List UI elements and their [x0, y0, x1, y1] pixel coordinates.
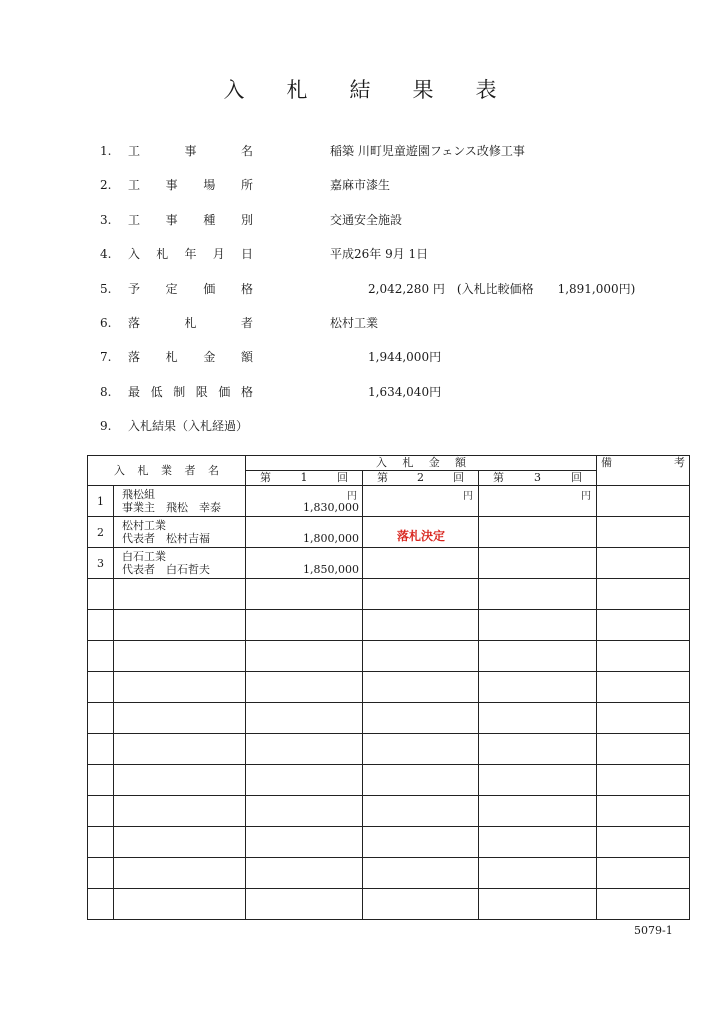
- round-2-cell: [363, 610, 479, 641]
- yen-unit: 円: [347, 491, 357, 502]
- row-number: [88, 765, 114, 796]
- representative: 事業主 飛松 幸泰: [122, 501, 221, 514]
- info-row: [0, 383, 720, 401]
- title-char: 札: [286, 78, 308, 102]
- title-char: 果: [412, 78, 434, 102]
- row-number: 2: [88, 517, 114, 548]
- round-2-cell: [363, 579, 479, 610]
- round-2-cell: [363, 889, 479, 920]
- info-value: 松村工業: [330, 316, 379, 330]
- round-3-cell: [479, 548, 597, 579]
- row-number: [88, 858, 114, 889]
- info-number: 9.: [100, 419, 112, 434]
- bid-results-table: [87, 455, 690, 920]
- row-number: [88, 889, 114, 920]
- page-title: [0, 74, 720, 104]
- info-label-char: 札: [184, 316, 197, 330]
- round-3-cell: [479, 703, 597, 734]
- info-row: [0, 245, 720, 263]
- round-2-cell: [363, 827, 479, 858]
- info-label-char: 最: [128, 384, 141, 399]
- round-2-cell: [363, 517, 479, 548]
- info-value: 1,944,000円: [368, 350, 442, 365]
- info-number: 6.: [100, 316, 112, 330]
- empty-row: [88, 858, 690, 889]
- header-bidder: [88, 456, 246, 486]
- info-label-char: 価: [218, 384, 231, 399]
- info-row: [0, 280, 720, 298]
- info-number: 4.: [100, 247, 112, 262]
- info-label-char: 定: [165, 281, 178, 296]
- info-label-char: 予: [128, 281, 141, 296]
- round-1-cell: [246, 765, 363, 796]
- bidder-cell: [114, 610, 246, 641]
- round-1-cell: [246, 827, 363, 858]
- round-1-cell: [246, 796, 363, 827]
- info-value: 稲築 川町児童遊園フェンス改修工事: [330, 144, 525, 158]
- info-row: [0, 142, 720, 160]
- info-label-char: 入札結果（入札経過）: [128, 419, 249, 434]
- company-name: 飛松組: [122, 488, 155, 501]
- empty-row: [88, 889, 690, 920]
- info-label: [128, 176, 253, 194]
- form-number: 5079-1: [634, 924, 673, 937]
- info-label-char: 入: [128, 247, 141, 262]
- notes-cell: [597, 827, 690, 858]
- header-char: 備: [601, 456, 613, 469]
- info-label-char: 落: [128, 350, 141, 365]
- notes-cell: [597, 796, 690, 827]
- round-1-cell: [246, 641, 363, 672]
- bid-amount-round-1: 1,830,000: [303, 501, 359, 514]
- notes-cell: [597, 672, 690, 703]
- bidder-cell: [114, 765, 246, 796]
- row-number: [88, 610, 114, 641]
- round-2-cell: [363, 548, 479, 579]
- notes-cell: [597, 889, 690, 920]
- info-label-char: 額: [240, 350, 253, 365]
- round-1-cell: [246, 548, 363, 579]
- round-2-cell: [363, 765, 479, 796]
- row-number: [88, 827, 114, 858]
- bidder-row: [88, 548, 690, 579]
- info-label: [128, 383, 253, 401]
- bidder-cell: [114, 579, 246, 610]
- info-row: [0, 348, 720, 366]
- info-label-char: 年: [184, 247, 197, 262]
- info-value: 2,042,280 円 (入札比較価格 1,891,000円): [368, 281, 636, 296]
- round-3-cell: [479, 827, 597, 858]
- notes-cell: [597, 610, 690, 641]
- empty-row: [88, 765, 690, 796]
- round-2-cell: [363, 734, 479, 765]
- header-char: 第: [377, 471, 388, 484]
- round-1-cell: [246, 858, 363, 889]
- bidder-cell: [114, 796, 246, 827]
- round-1-cell: [246, 703, 363, 734]
- info-label-char: 事: [165, 178, 178, 193]
- info-label: [128, 280, 253, 298]
- info-label-char: 事: [165, 212, 178, 227]
- notes-cell: [597, 734, 690, 765]
- title-char: 結: [349, 78, 371, 102]
- company-name: 松村工業: [122, 519, 166, 532]
- notes-cell: [597, 765, 690, 796]
- header-char: 金: [428, 456, 440, 469]
- round-3-cell: [479, 796, 597, 827]
- round-3-cell: [479, 610, 597, 641]
- company-name: 白石工業: [122, 550, 166, 563]
- header-char: 入: [114, 463, 125, 477]
- info-row: [0, 211, 720, 229]
- bidder-cell: [114, 734, 246, 765]
- row-number: [88, 703, 114, 734]
- info-label-char: 限: [195, 384, 208, 399]
- header-char: 第: [493, 471, 504, 484]
- header-char: 札: [402, 456, 414, 469]
- notes-cell: [597, 641, 690, 672]
- row-number: [88, 734, 114, 765]
- header-char: 第: [260, 471, 271, 484]
- info-number: 8.: [100, 384, 112, 399]
- round-2-cell: [363, 796, 479, 827]
- round-2-cell: [363, 641, 479, 672]
- info-label-char: 工: [128, 178, 141, 193]
- info-label-char: 日: [240, 247, 253, 262]
- row-number: 3: [88, 548, 114, 579]
- info-label: [128, 417, 328, 435]
- info-number: 5.: [100, 281, 112, 296]
- round-3-cell: [479, 858, 597, 889]
- header-char: 額: [455, 456, 467, 469]
- empty-row: [88, 734, 690, 765]
- bidder-row: [88, 486, 690, 517]
- notes-cell: [597, 486, 690, 517]
- header-char: 札: [137, 463, 149, 477]
- info-label-char: 低: [150, 384, 163, 399]
- info-value: 1,634,040円: [368, 384, 442, 399]
- round-3-cell: [479, 889, 597, 920]
- bidder-cell: [114, 517, 246, 548]
- round-1-cell: [246, 889, 363, 920]
- info-label: [128, 314, 253, 332]
- info-label: [128, 348, 253, 366]
- empty-row: [88, 796, 690, 827]
- info-label-char: 札: [156, 247, 169, 262]
- info-label-char: 札: [165, 350, 178, 365]
- representative: 代表者 白石哲夫: [122, 563, 210, 576]
- info-label-char: 格: [240, 281, 253, 296]
- round-3-cell: [479, 734, 597, 765]
- bidder-cell: [114, 858, 246, 889]
- header-amount: [246, 456, 597, 471]
- round-3-cell: [479, 517, 597, 548]
- bid-amount-round-1: 1,850,000: [303, 563, 359, 576]
- info-label-char: 別: [240, 212, 253, 227]
- info-number: 1.: [100, 144, 112, 158]
- round-1-cell: [246, 610, 363, 641]
- info-label-char: 工: [128, 212, 141, 227]
- info-row: [0, 176, 720, 194]
- header-round-2: [363, 471, 479, 486]
- round-1-cell: [246, 672, 363, 703]
- header-char: 回: [453, 471, 464, 484]
- row-number: [88, 579, 114, 610]
- info-number: 7.: [100, 350, 112, 365]
- round-3-cell: [479, 765, 597, 796]
- empty-row: [88, 641, 690, 672]
- notes-cell: [597, 858, 690, 889]
- yen-unit: 円: [463, 491, 473, 502]
- header-char: 回: [571, 471, 583, 484]
- round-3-cell: [479, 641, 597, 672]
- info-row: [0, 417, 720, 435]
- round-3-cell: [479, 486, 597, 517]
- bidder-cell: [114, 641, 246, 672]
- bidder-name: [114, 517, 245, 545]
- empty-row: [88, 827, 690, 858]
- round-2-cell: [363, 672, 479, 703]
- info-label-char: 格: [240, 384, 253, 399]
- bidder-row: [88, 517, 690, 548]
- info-number: 3.: [100, 212, 112, 227]
- notes-cell: [597, 548, 690, 579]
- info-label-char: 者: [240, 316, 253, 330]
- info-label: [128, 245, 253, 263]
- info-label-char: 工: [128, 144, 141, 158]
- header-char: 入: [376, 456, 387, 469]
- empty-row: [88, 610, 690, 641]
- header-char: 考: [674, 456, 686, 469]
- header-round-1: [246, 471, 363, 486]
- header-round-3: [479, 471, 597, 486]
- info-label-char: 月: [212, 247, 225, 262]
- bidder-cell: [114, 889, 246, 920]
- bidder-name: [114, 486, 245, 514]
- info-label-char: 落: [128, 316, 141, 330]
- header-char: 回: [337, 471, 348, 484]
- award-decision-note: 落札決定: [397, 529, 446, 543]
- notes-cell: [597, 517, 690, 548]
- bid-amount-round-1: 1,800,000: [303, 532, 359, 545]
- round-2-cell: [363, 486, 479, 517]
- round-2-cell: [363, 858, 479, 889]
- bidder-cell: [114, 486, 246, 517]
- empty-row: [88, 703, 690, 734]
- header-char: 3: [534, 471, 542, 484]
- round-1-cell: [246, 486, 363, 517]
- row-number: [88, 641, 114, 672]
- info-number: 2.: [100, 178, 112, 193]
- bidder-cell: [114, 672, 246, 703]
- row-number: 1: [88, 486, 114, 517]
- round-2-cell: [363, 703, 479, 734]
- row-number: [88, 672, 114, 703]
- info-label-char: 価: [203, 281, 216, 296]
- empty-row: [88, 579, 690, 610]
- header-char: 名: [208, 463, 219, 477]
- empty-row: [88, 672, 690, 703]
- bidder-name: [114, 548, 245, 576]
- info-label-char: 名: [240, 144, 253, 158]
- bidder-cell: [114, 827, 246, 858]
- header-char: 業: [161, 463, 172, 477]
- title-char: 表: [475, 78, 497, 102]
- info-value: 交通安全施設: [330, 212, 403, 227]
- info-value: 平成26年 9月 1日: [330, 247, 429, 262]
- round-1-cell: [246, 734, 363, 765]
- round-1-cell: [246, 517, 363, 548]
- round-3-cell: [479, 672, 597, 703]
- info-label-char: 制: [173, 384, 186, 399]
- header-char: 1: [300, 471, 308, 484]
- notes-cell: [597, 703, 690, 734]
- info-value: 嘉麻市漆生: [330, 178, 391, 193]
- round-1-cell: [246, 579, 363, 610]
- info-row: [0, 314, 720, 332]
- info-label: [128, 211, 253, 229]
- header-char: 者: [184, 463, 196, 477]
- title-char: 入: [223, 78, 245, 102]
- representative: 代表者 松村吉福: [122, 532, 210, 545]
- row-number: [88, 796, 114, 827]
- bidder-cell: [114, 548, 246, 579]
- info-label-char: 所: [240, 178, 253, 193]
- info-label-char: 種: [203, 212, 216, 227]
- info-label-char: 事: [184, 144, 197, 158]
- header-notes: [597, 456, 690, 486]
- yen-unit: 円: [581, 491, 592, 502]
- info-label: [128, 142, 253, 160]
- header-char: 2: [417, 471, 424, 484]
- bidder-cell: [114, 703, 246, 734]
- notes-cell: [597, 579, 690, 610]
- round-3-cell: [479, 579, 597, 610]
- info-label-char: 場: [203, 178, 216, 193]
- info-label-char: 金: [203, 350, 216, 365]
